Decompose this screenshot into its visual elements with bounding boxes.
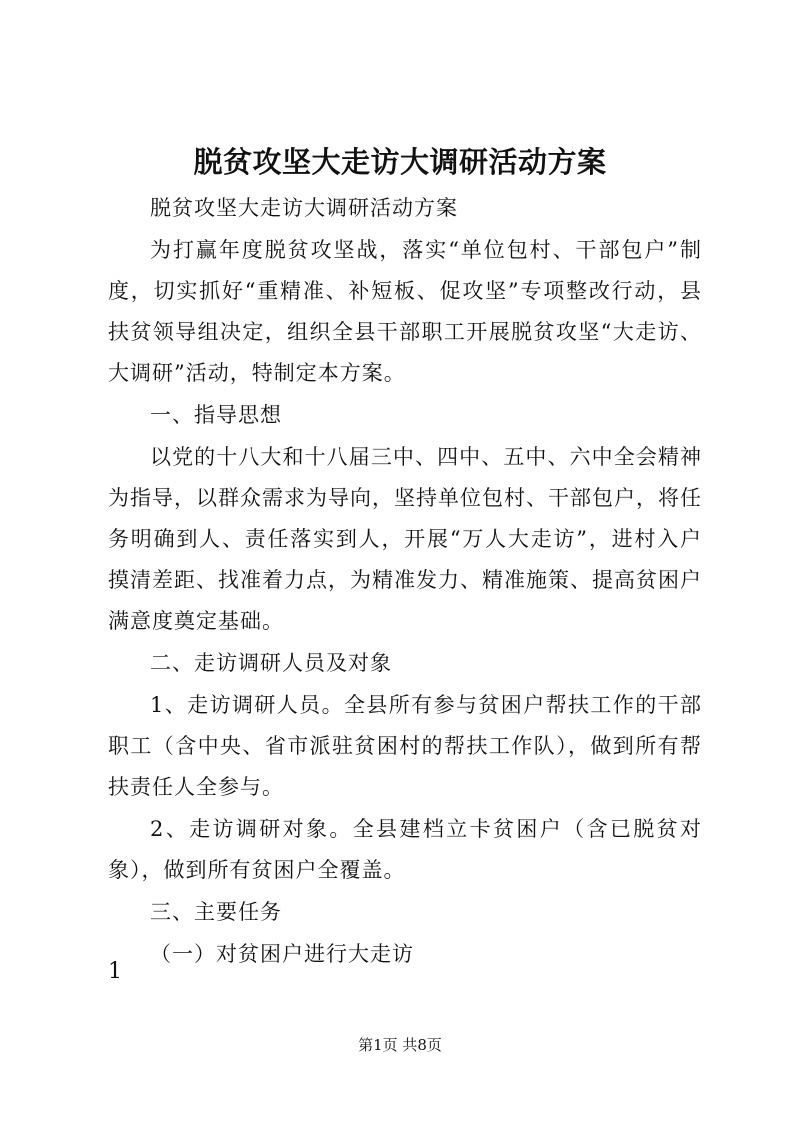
subtitle-paragraph: 脱贫攻坚大走访大调研活动方案 (150, 196, 458, 220)
section-heading-main-tasks: 三、主要任务 (150, 900, 282, 924)
page-marker: 1 (108, 959, 122, 984)
targets-paragraph: 2、走访调研对象。全县建档立卡贫困户（含已脱贫对象），做到所有贫困户全覆盖。 (108, 817, 702, 882)
section-heading-guiding-thought: 一、指导思想 (150, 403, 282, 427)
guiding-thought-paragraph: 以党的十八大和十八届三中、四中、五中、六中全会精神为指导，以群众需求为导向，坚持单位包村、干部包户，将任务明确到人、责任落实到人，开展“万人大走访”，进村入户摸清差距、找准着力点，为精准发力、精准施策、提高贫困户满意度奠定基础。 (108, 445, 702, 633)
personnel-paragraph: 1、走访调研人员。全县所有参与贫困户帮扶工作的干部职工（含中央、省市派驻贫困村的帮扶工作队），做到所有帮扶责任人全参与。 (108, 693, 702, 799)
document-body (108, 188, 702, 975)
section-heading-personnel-targets: 二、走访调研人员及对象 (150, 651, 392, 675)
task-heading-visit-households: （一）对贫困户进行大走访 (150, 942, 414, 966)
document-title: 脱贫攻坚大走访大调研活动方案 (193, 145, 607, 179)
intro-paragraph: 为打赢年度脱贫攻坚战，落实“单位包村、干部包户”制度，切实抓好“重精准、补短板、促攻坚”专项整改行动，县扶贫领导组决定，组织全县干部职工开展脱贫攻坚“大走访、大调研”活动，特制定本方案。 (108, 238, 702, 385)
page-footer: 第1页 共8页 (358, 1036, 442, 1054)
